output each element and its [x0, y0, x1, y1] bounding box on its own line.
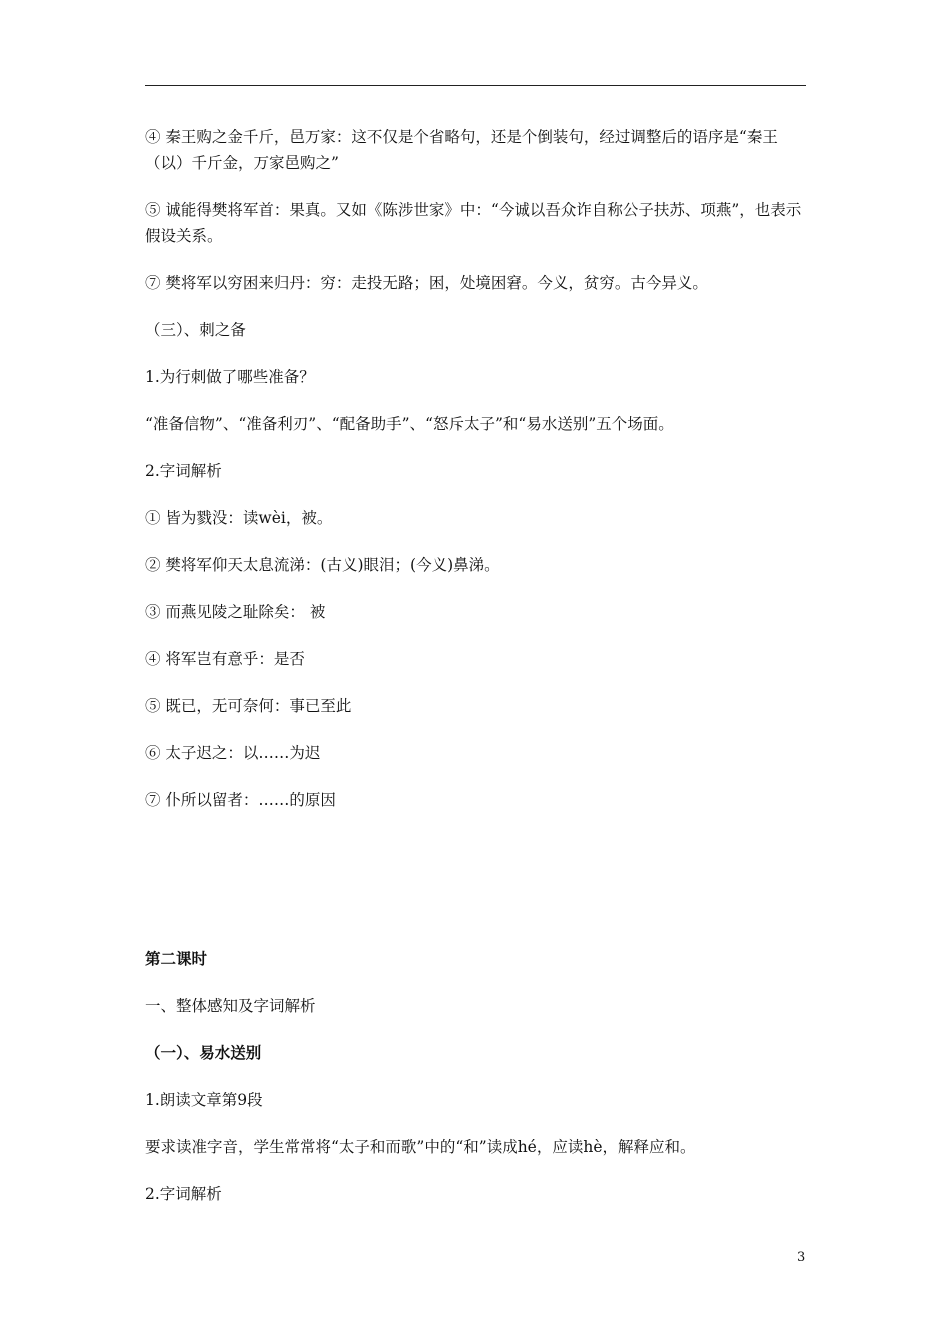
subheading: 2.字词解析	[145, 462, 222, 480]
question: 1.为行刺做了哪些准备？	[145, 368, 315, 386]
paragraph: 2.字词解析	[145, 1185, 222, 1203]
header-rule	[145, 85, 806, 86]
section-heading: （三）、刺之备	[145, 321, 246, 339]
list-item: ④ 将军岂有意乎：是否	[145, 650, 305, 668]
paragraph: “准备信物”、“准备利刃”、“配备助手”、“怒斥太子”和“易水送别”五个场面。	[145, 415, 674, 433]
document-body	[145, 124, 806, 1228]
paragraph: ⑦ 樊将军以穷困来归丹：穷：走投无路；困，处境困窘。今义，贫穷。古今异义。	[145, 274, 708, 292]
subheading: （一）、易水送别	[145, 1043, 262, 1062]
spacer	[145, 834, 806, 946]
list-item: ⑤ 既已，无可奈何：事已至此	[145, 697, 352, 715]
page-number: 3	[797, 1250, 806, 1265]
lesson-title: 第二课时	[145, 949, 208, 968]
list-item: ① 皆为戮没：读wèi，被。	[145, 509, 333, 527]
paragraph: 1.朗读文章第9段	[145, 1091, 263, 1109]
paragraph: 要求读准字音，学生常常将“太子和而歌”中的“和”读成hé，应读hè，解释应和。	[145, 1138, 696, 1156]
list-item: ③ 而燕见陵之耻除矣： 被	[145, 603, 326, 621]
list-item: ② 樊将军仰天太息流涕：(古义)眼泪；(今义)鼻涕。	[145, 556, 500, 574]
paragraph: ⑤ 诚能得樊将军首：果真。又如《陈涉世家》中：“今诚以吾众诈自称公子扶苏、项燕”，也表示假设关系。	[145, 201, 802, 245]
list-item: ⑦ 仆所以留者：……的原因	[145, 791, 336, 809]
list-item: ⑥ 太子迟之：以……为迟	[145, 744, 321, 762]
paragraph: ④ 秦王购之金千斤，邑万家：这不仅是个省略句，还是个倒装句，经过调整后的语序是“秦王（以）千斤金，万家邑购之”	[145, 128, 778, 172]
section-heading: 一、整体感知及字词解析	[145, 997, 316, 1015]
